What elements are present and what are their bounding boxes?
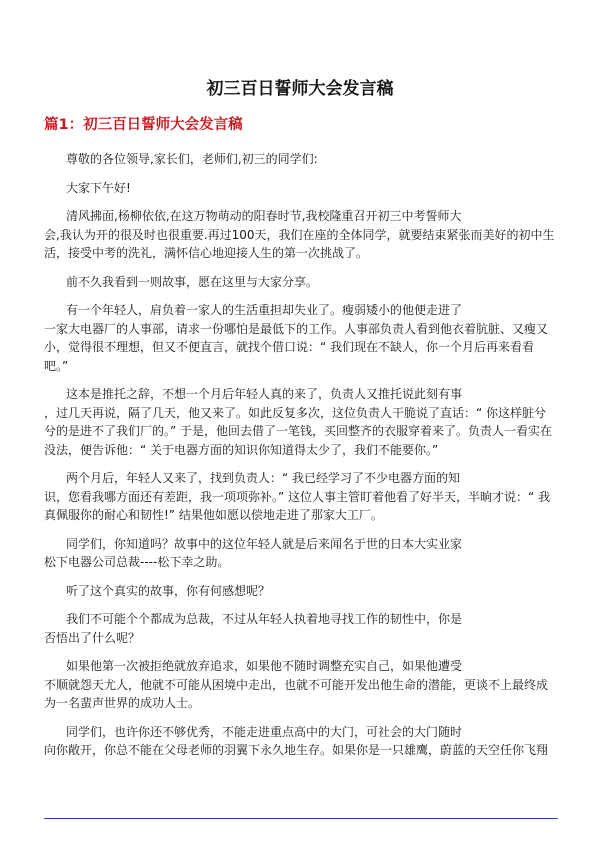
paragraph-first-line: 有一个年轻人，肩负着一家人的生活重担却失业了。瘦弱矮小的他便走进了 — [66, 303, 463, 317]
paragraph-continuation: ，过几天再说，隔了几天，他又来了。如此反复多次，这位负责人干脆说了直话：“ 你这样脏兮兮的是进不了我们厂的。” 于是，他回去借了一笔钱，买回整齐的衣服穿着来了。负责人一看实在没法，便告诉他：“ 关于电器方面的知识你知道得太少了，我们不能要你。” — [44, 405, 553, 457]
paragraph-continuation: 一家大电器厂的人事部，请求一份哪怕是最低下的工作。人事部负责人看到他衣着肮脏、又瘦又小，觉得很不理想，但又不便直言，就找个借口说：“ 我们现在不缺人，你一个月后再来看看吧。” — [44, 321, 549, 373]
paragraph-continuation: 向你敞开，你总不能在父母老师的羽翼下永久地生存。如果你是一只雄鹰，蔚蓝的天空任你飞翔 — [44, 743, 549, 757]
paragraph — [44, 207, 556, 263]
paragraph — [44, 582, 556, 601]
paragraph — [44, 723, 556, 760]
section-heading: 篇1：初三百日誓师大会发言稿 — [44, 117, 243, 133]
paragraph-continuation: 否悟出了什么呢？ — [44, 630, 141, 645]
paragraph — [44, 150, 556, 169]
paragraph — [44, 385, 556, 459]
paragraph-continuation: 会,我认为开的很及时也很重要.再过100天，我们在座的全体同学，就要结束紧张而美好的初中生活，接受中考的洗礼，满怀信心地迎接人生的第一次挑战了。 — [44, 227, 555, 260]
paragraph-first-line: 前不久我看到一则故事，愿在这里与大家分享。 — [66, 274, 319, 289]
paragraph-first-line: 这本是推托之辞，不想一个月后年轻人真的来了，负责人又推托说此刻有事 — [66, 387, 463, 401]
paragraph-first-line: 听了这个真实的故事，你有何感想呢？ — [66, 583, 271, 598]
paragraph — [44, 469, 556, 525]
paragraph — [44, 273, 556, 292]
paragraph-continuation: 不顺就怨天尤人，他就不可能从困境中走出，也就不可能开发出他生命的潜能，更谈不上最终成为一名蜚声世界的成功人士。 — [44, 677, 549, 710]
paragraph — [44, 610, 556, 647]
paragraph — [44, 535, 556, 572]
document-title: 初三百日誓师大会发言稿 — [206, 79, 394, 99]
paragraph-first-line: 清风拂面,杨柳依依,在这万物萌动的阳春时节,我校隆重召开初三中考誓师大 — [66, 209, 462, 223]
paragraph — [44, 179, 556, 198]
document-body — [44, 150, 556, 770]
paragraph-first-line: 尊敬的各位领导,家长们，老师们,初三的同学们: — [66, 152, 318, 166]
paragraph-continuation: 识，您看我哪方面还有差距，我一项项弥补。” 这位人事主管盯着他看了好半天，半晌才说：“ 我真佩服你的耐心和韧性!” 结果他如愿以偿地走进了那家大工厂。 — [44, 489, 551, 522]
paragraph-first-line: 大家下午好! — [66, 180, 131, 195]
footer-divider — [44, 818, 558, 819]
paragraph-first-line: 我们不可能个个都成为总裁，不过从年轻人执着地寻找工作的韧性中，你是 — [66, 612, 463, 626]
paragraph-first-line: 如果他第一次被拒绝就放弃追求，如果他不随时调整充实自己，如果他遭受 — [66, 659, 463, 673]
paragraph-first-line: 同学们，也许你还不够优秀，不能走进重点高中的大门，可社会的大门随时 — [66, 724, 463, 739]
paragraph-continuation: 松下电器公司总裁----松下幸之助。 — [44, 555, 230, 569]
paragraph — [44, 301, 556, 375]
paragraph — [44, 657, 556, 713]
paragraph-first-line: 同学们，你知道吗？故事中的这位年轻人就是后来闻名于世的日本大实业家 — [66, 536, 463, 551]
paragraph-first-line: 两个月后，年轻人又来了，找到负责人：“ 我已经学习了不少电器方面的知 — [66, 471, 461, 485]
